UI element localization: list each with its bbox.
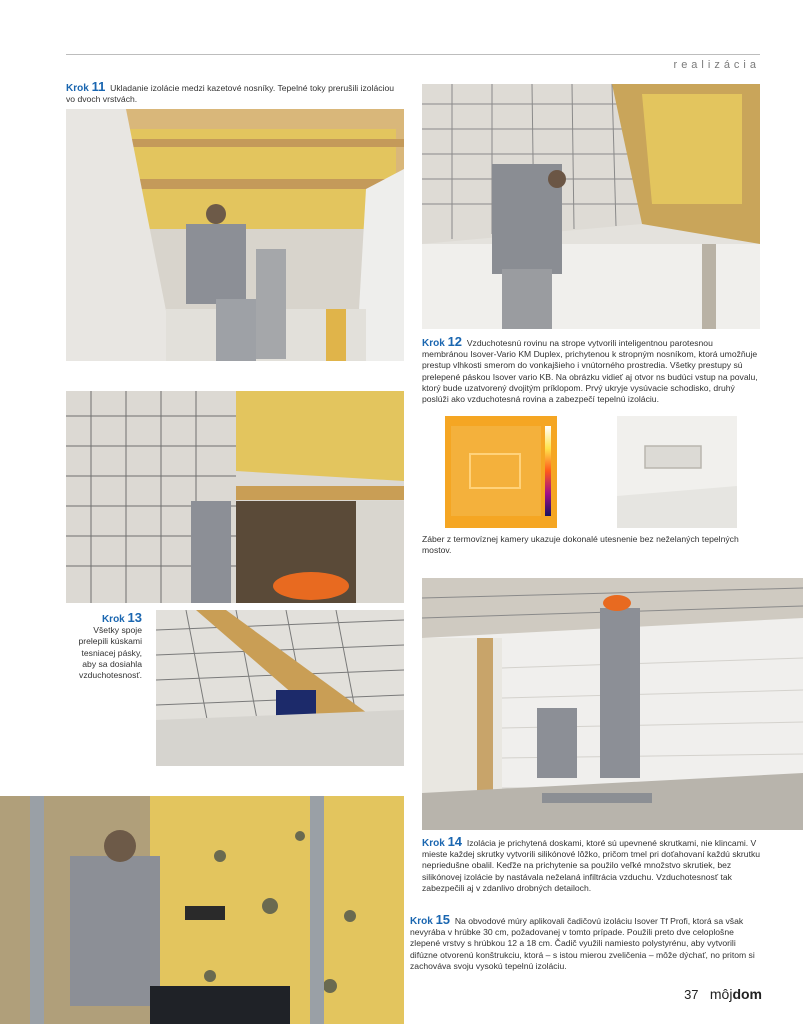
photo-step-12 xyxy=(422,84,760,329)
step-number: 15 xyxy=(435,912,451,927)
caption-step-15 xyxy=(410,914,764,972)
caption-step-12 xyxy=(422,336,760,405)
caption-step-14 xyxy=(422,836,762,894)
step-text: Na obvodové múry aplikovali čadičovú izoláciu Isover Tf Profi, ktorá sa však nevyrába v hrúbke 30 cm, požadovanej v tomto prípade. Použili preto dve celoplošne zlepené vrstvy s hrúbkou 12 a 18 cm. Čadič využili namiesto polystyrénu, aby vytvorili difúzne otvorenú konštrukciu, ktorá – s istou mierou zveličenia – môže dýchať, no pritom si zachováva svoju vysokú tepelnú izoláciu. xyxy=(410,916,755,971)
step-number: 14 xyxy=(447,834,463,849)
step-text: Ukladanie izolácie medzi kazetové nosníky. Tepelné toky prerušili izoláciou vo dvoch vrstvách. xyxy=(66,83,395,105)
page-footer xyxy=(684,986,762,1002)
step-text: Všetky spoje prelepili kúskami tesniacej pásky, aby sa dosiahla vzduchotesnosť. xyxy=(78,625,142,681)
ceiling-hatch-image xyxy=(617,416,737,528)
page-number: 37 xyxy=(684,987,699,1002)
header-rule xyxy=(66,54,760,55)
photo-step-11 xyxy=(66,109,404,361)
photo-step-15 xyxy=(0,796,404,1024)
step-word: Krok xyxy=(410,916,433,927)
photo-step-13 xyxy=(156,610,404,766)
caption-step-13 xyxy=(66,612,142,681)
logo-part-b: dom xyxy=(732,986,762,1002)
logo-part-a: môj xyxy=(709,986,733,1002)
step-word: Krok xyxy=(101,614,125,625)
section-label: realizácia xyxy=(673,59,760,71)
step-word: Krok xyxy=(422,838,445,849)
step-text: Vzduchotesnú rovinu na strope vytvorili inteligentnou parotesnou membránou Isover-Vario KM Duplex, prichytenou k stropným nosníkom, ktorá umožňuje prestup vlhkosti smerom do vonkajšieho i vnútorného prostredia. Všetky prestupy sú prelepené páskou Isover vario KB. Na obrázku vidieť aj otvor ns budúci vstup na povalu, ktorý bude uzatvorený dvojitým príklopom. Prvý ukryje vysúvacie schodisko, druhý poslúži ako vzduchotesná rovina a zabezpečí tepelnú izoláciu. xyxy=(422,338,758,405)
magazine-logo xyxy=(710,986,762,1002)
step-word: Krok xyxy=(66,83,89,94)
step-word: Krok xyxy=(422,338,445,349)
thermal-caption: Záber z termovíznej kamery ukazuje dokonalé utesnenie bez neželaných tepelných mostov. xyxy=(422,534,739,556)
step-number: 11 xyxy=(91,79,106,94)
thermal-image xyxy=(445,416,557,528)
photo-ceiling-tape xyxy=(66,391,404,603)
caption-step-11 xyxy=(66,81,398,105)
step-number: 13 xyxy=(127,610,142,625)
step-text: Izolácia je prichytená doskami, ktoré sú upevnené skrutkami, nie klincami. V mieste každej skrutky vytvorili silikónové lôžko, pričom tmel pri doťahovaní každú skrutku nepriedušne obalil. Keďže na prichytenie sa použilo veľké množstvo skrutiek, bez silikónovej izolácie by nastávala neželaná infiltrácia vzduchu. Vzduchotesnosť tak zabezpečili aj v zdanlivo drobných detailoch. xyxy=(422,838,761,893)
step-number: 12 xyxy=(447,334,463,349)
photo-step-14 xyxy=(422,578,803,830)
